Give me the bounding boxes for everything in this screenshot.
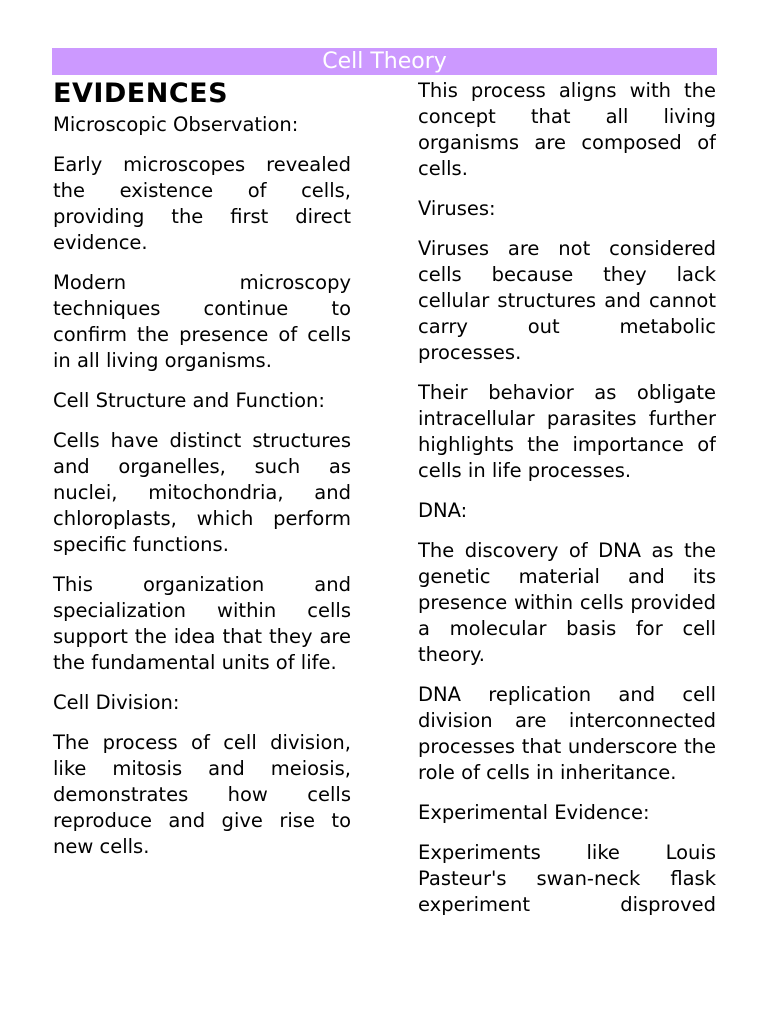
paragraph: The process of cell division, like mitosis and meiosis, demonstrates how cells reproduce and give rise to new cells. [53, 731, 351, 858]
subheading-experimental-evidence: Experimental Evidence: [418, 801, 650, 824]
paragraph: Cells have distinct structures and organelles, such as nuclei, mitochondria, and chloroplasts, which perform specific functions. [53, 429, 351, 556]
document-title: Cell Theory [322, 49, 447, 74]
subheading-microscopic-observation: Microscopic Observation: [53, 113, 299, 136]
right-column [418, 78, 716, 968]
subheading-cell-structure: Cell Structure and Function: [53, 389, 325, 412]
subheading-viruses: Viruses: [418, 197, 496, 220]
paragraph: Their behavior as obligate intracellular parasites further highlights the importance of cells in life processes. [418, 381, 716, 482]
paragraph: Modern microscopy techniques continue to confirm the presence of cells in all living organisms. [53, 271, 351, 372]
paragraph: This process aligns with the concept that all living organisms are composed of cells. [418, 79, 716, 180]
paragraph: Experiments like Louis Pasteur's swan-neck flask experiment disproved [418, 841, 716, 916]
left-column [53, 78, 351, 874]
paragraph: Early microscopes revealed the existence of cells, providing the first direct evidence. [53, 153, 351, 254]
paragraph: This organization and specialization within cells support the idea that they are the fundamental units of life. [53, 573, 351, 674]
paragraph: Viruses are not considered cells because they lack cellular structures and cannot carry out metabolic processes. [418, 237, 716, 364]
paragraph: DNA replication and cell division are interconnected processes that underscore the role of cells in inheritance. [418, 683, 716, 784]
subheading-cell-division: Cell Division: [53, 691, 180, 714]
title-banner [52, 48, 717, 75]
section-heading: EVIDENCES [53, 78, 229, 109]
paragraph: The discovery of DNA as the genetic material and its presence within cells provided a molecular basis for cell theory. [418, 539, 716, 666]
subheading-dna: DNA: [418, 499, 468, 522]
